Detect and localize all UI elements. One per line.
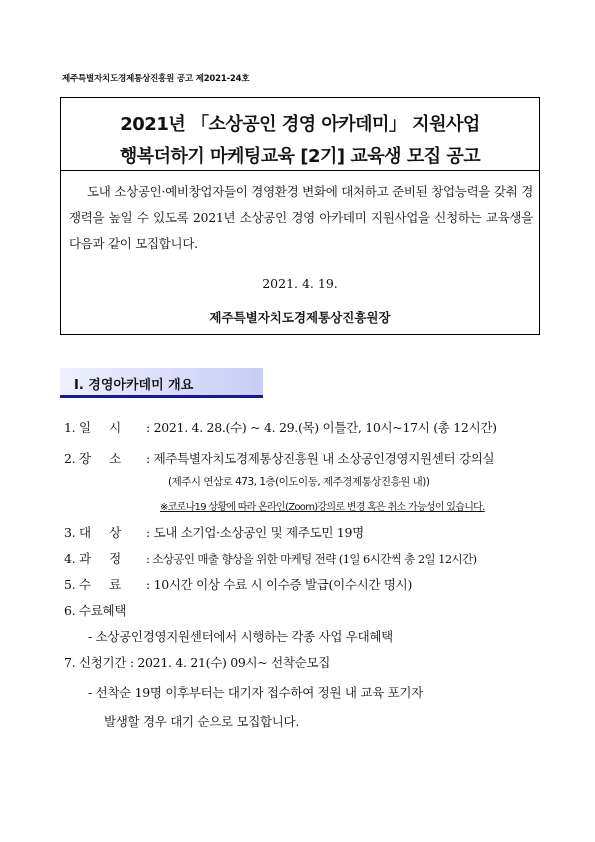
section-title: Ⅰ. 경영아카데미 개요 [74, 378, 194, 393]
intro-paragraph: 도내 소상공인·예비창업자들이 경영환경 변화에 대처하고 준비된 창업능력을 갖춰 경쟁력을 높일 수 있도록 2021년 소상공인 경영 아카데미 지원사업을 신청하는 교육생을 다음과 같이 모집합니다. [69, 184, 533, 251]
covid-notice: ※코로나19 상황에 따라 온라인(Zoom)강의로 변경 혹은 취소 가능성이 있습니다. [160, 502, 485, 513]
title-line-2: 행복더하기 마케팅교육 [2기] 교육생 모집 공고 [119, 146, 481, 167]
venue-address: (제주시 연삼로 473, 1층(이도이동, 제주경제통상진흥원 내)) [168, 476, 430, 488]
benefit-title: 6. 수료혜택 [64, 603, 127, 618]
course-item [64, 549, 476, 567]
title-block [61, 98, 539, 171]
venue-item [64, 449, 494, 467]
target-item [64, 523, 364, 541]
application-detail-line-1: - 선착순 19명 이후부터는 대기자 접수하여 정원 내 교육 포기자 [88, 685, 423, 700]
benefit-detail: - 소상공인경영지원센터에서 시행하는 각종 사업 우대혜택 [88, 629, 393, 644]
schedule-item [64, 418, 497, 436]
application-detail-line-2: 발생할 경우 대기 순으로 모집합니다. [104, 714, 299, 729]
completion-item [64, 575, 412, 593]
item-value: : 제주특별자치도경제통상진흥원 내 소상공인경영지원센터 강의실 [146, 451, 495, 466]
title-line-1: 2021년 「소상공인 경영 아카데미」 지원사업 [120, 114, 480, 135]
item-label: 4. 과 정 [64, 551, 121, 566]
announcement-date: 2021. 4. 19. [262, 276, 338, 291]
section-header [60, 368, 263, 398]
item-label: 3. 대 상 [64, 525, 121, 540]
announcement-box [60, 97, 540, 335]
issuing-organization: 제주특별자치도경제통상진흥원장 [209, 310, 391, 325]
application-period: 7. 신청기간 : 2021. 4. 21(수) 09시~ 선착순모집 [64, 655, 331, 670]
item-label: 5. 수 료 [64, 577, 121, 592]
notice-number: 제주특별자치도경제통상진흥원 공고 제2021-24호 [62, 74, 250, 84]
item-value: : 도내 소기업·소상공인 및 제주도민 19명 [146, 525, 364, 540]
item-label: 1. 일 시 [64, 420, 121, 435]
item-value: : 2021. 4. 28.(수) ~ 4. 29.(목) 이틀간, 10시~17시 (총 12시간) [146, 420, 497, 435]
item-value: : 10시간 이상 수료 시 이수증 발급(이수시간 명시) [146, 577, 413, 592]
item-label: 2. 장 소 [64, 451, 121, 466]
item-value: : 소상공인 매출 향상을 위한 마케팅 전략 (1일 6시간씩 총 2일 12시간) [146, 552, 477, 566]
